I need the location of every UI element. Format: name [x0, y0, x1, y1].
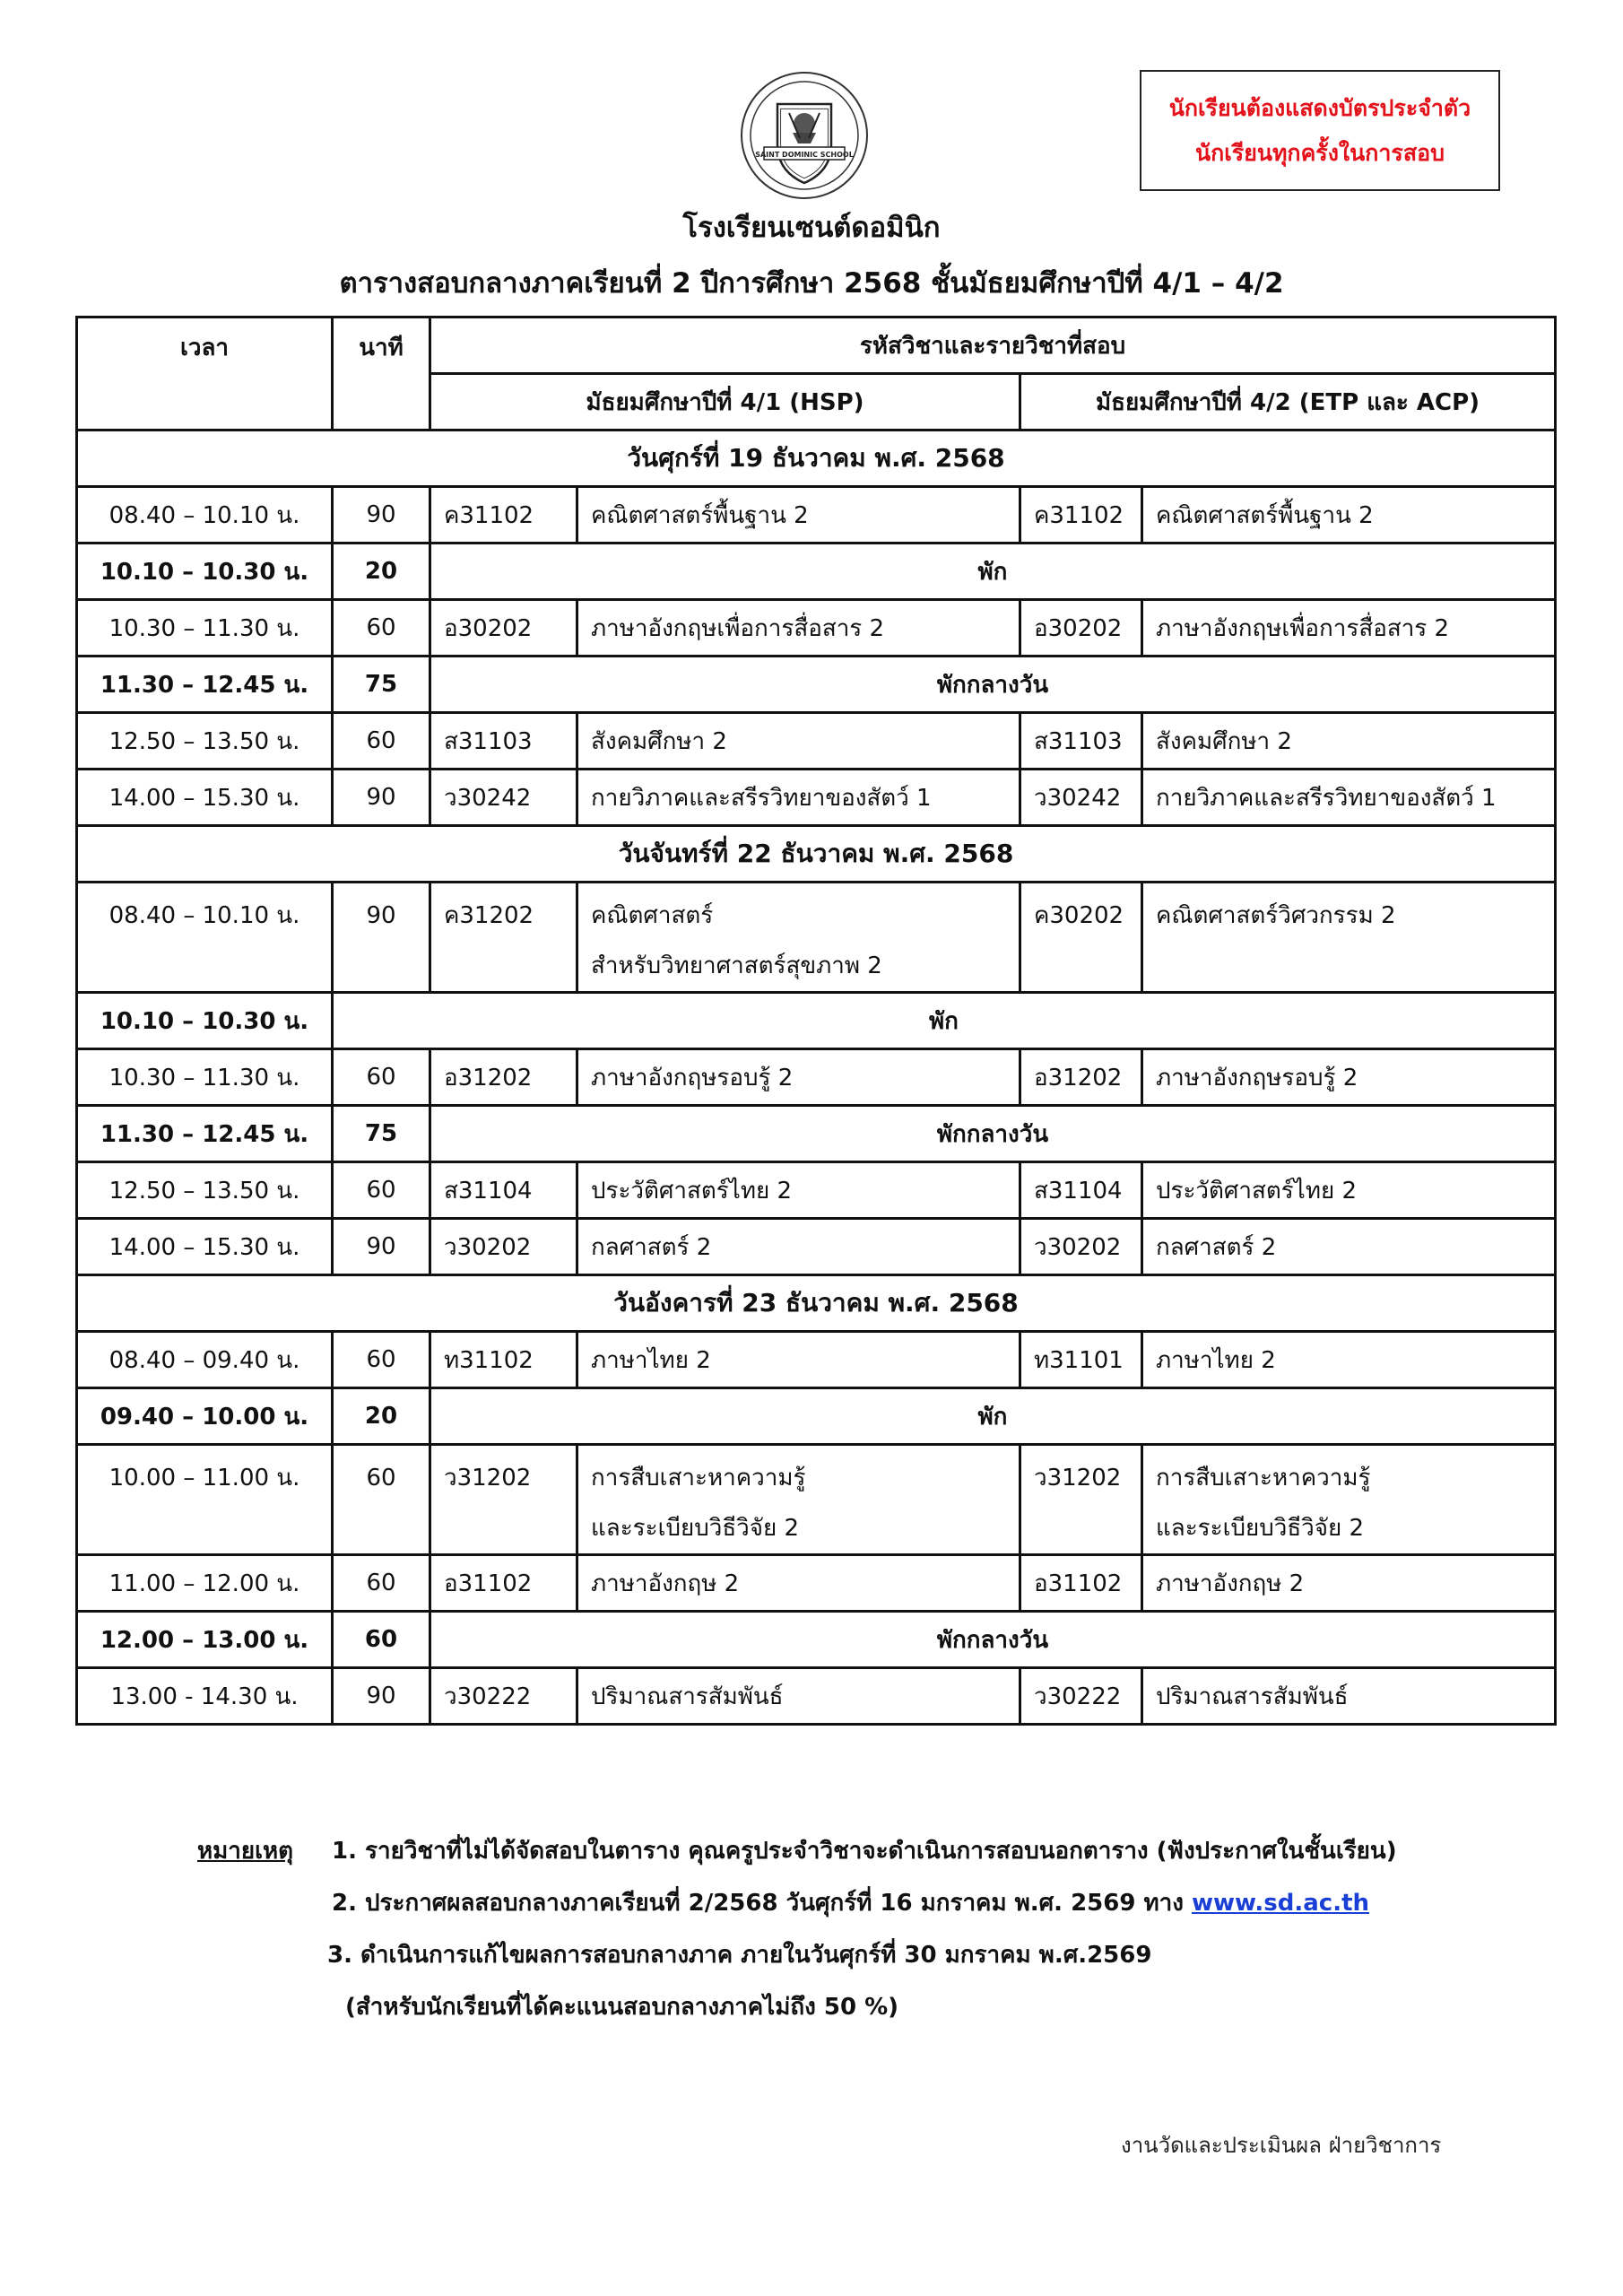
- subject-name-4-1: [577, 1445, 1020, 1555]
- exam-minutes: 60: [333, 600, 430, 657]
- day-header-row: [77, 826, 1556, 883]
- school-crest-icon: [737, 68, 872, 203]
- subject-code-4-2: ส31103: [1020, 713, 1142, 770]
- header-time: เวลา: [77, 317, 333, 430]
- exam-schedule-table: [75, 316, 1557, 1726]
- break-time: 10.10 – 10.30 น.: [77, 993, 333, 1049]
- break-time: 11.30 – 12.45 น.: [77, 1106, 333, 1162]
- subject-code-4-1: ว30242: [430, 770, 577, 826]
- exam-time: 11.00 – 12.00 น.: [77, 1555, 333, 1612]
- exam-row: [77, 1332, 1556, 1388]
- exam-row: [77, 1668, 1556, 1725]
- exam-row: [77, 713, 1556, 770]
- exam-row: [77, 883, 1556, 993]
- subject-code-4-1: อ30202: [430, 600, 577, 657]
- subject-line: กลศาสตร์ 2: [1156, 1233, 1277, 1261]
- subject-line: การสืบเสาะหาความรู้: [1156, 1465, 1371, 1492]
- exam-minutes: 60: [333, 1332, 430, 1388]
- subject-name-4-1: [577, 1555, 1020, 1612]
- subject-name-4-1: [577, 1219, 1020, 1275]
- subject-line: คณิตศาสตร์พื้นฐาน 2: [591, 501, 809, 529]
- break-label: พักกลางวัน: [430, 1106, 1556, 1162]
- subject-code-4-1: ส31103: [430, 713, 577, 770]
- exam-row: [77, 1162, 1556, 1219]
- subject-name-4-2: [1142, 883, 1556, 993]
- exam-minutes: 90: [333, 487, 430, 544]
- subject-line: คณิตศาสตร์: [591, 902, 714, 929]
- subject-line: ปริมาณสารสัมพันธ์: [591, 1683, 784, 1710]
- break-row: [77, 1388, 1556, 1445]
- table-header-row: [77, 317, 1556, 374]
- subject-name-4-2: [1142, 1219, 1556, 1275]
- subject-name-4-1: [577, 487, 1020, 544]
- subject-code-4-2: ส31104: [1020, 1162, 1142, 1219]
- break-row: [77, 1106, 1556, 1162]
- subject-name-4-2: [1142, 1049, 1556, 1106]
- exam-minutes: 60: [333, 1555, 430, 1612]
- exam-time: 13.00 - 14.30 น.: [77, 1668, 333, 1725]
- exam-time: 10.00 – 11.00 น.: [77, 1445, 333, 1555]
- subject-code-4-1: ท31102: [430, 1332, 577, 1388]
- subject-name-4-1: [577, 1162, 1020, 1219]
- remarks-label: หมายเหตุ: [197, 1838, 294, 1865]
- subject-name-4-2: [1142, 770, 1556, 826]
- day-label: วันอังคารที่ 23 ธันวาคม พ.ศ. 2568: [77, 1275, 1556, 1332]
- day-header-row: [77, 1275, 1556, 1332]
- exam-minutes: 60: [333, 1162, 430, 1219]
- exam-row: [77, 1445, 1556, 1555]
- exam-minutes: 90: [333, 1219, 430, 1275]
- subject-name-4-2: [1142, 487, 1556, 544]
- remarks-section: [197, 1825, 1497, 2033]
- exam-minutes: 90: [333, 770, 430, 826]
- exam-minutes: 60: [333, 1445, 430, 1555]
- subject-line: คณิตศาสตร์พื้นฐาน 2: [1156, 501, 1374, 529]
- subject-line: และระเบียบวิธีวิจัย 2: [1156, 1515, 1365, 1542]
- subject-name-4-1: [577, 770, 1020, 826]
- subject-name-4-2: [1142, 713, 1556, 770]
- exam-minutes: 60: [333, 1049, 430, 1106]
- exam-row: [77, 770, 1556, 826]
- school-name: โรงเรียนเซนต์ดอมินิก: [682, 212, 941, 244]
- subject-code-4-2: ว31202: [1020, 1445, 1142, 1555]
- break-time: 11.30 – 12.45 น.: [77, 657, 333, 713]
- subject-name-4-1: [577, 1668, 1020, 1725]
- exam-time: 10.30 – 11.30 น.: [77, 600, 333, 657]
- break-row: [77, 993, 1556, 1049]
- break-time: 09.40 – 10.00 น.: [77, 1388, 333, 1445]
- exam-time: 08.40 – 09.40 น.: [77, 1332, 333, 1388]
- subject-code-4-2: อ31202: [1020, 1049, 1142, 1106]
- subject-line: ภาษาอังกฤษเพื่อการสื่อสาร 2: [1156, 614, 1450, 642]
- exam-time: 14.00 – 15.30 น.: [77, 1219, 333, 1275]
- break-label: พักกลางวัน: [430, 1612, 1556, 1668]
- exam-row: [77, 487, 1556, 544]
- subject-line: ภาษาอังกฤษ 2: [1156, 1570, 1305, 1597]
- subject-code-4-2: ค31102: [1020, 487, 1142, 544]
- subject-line: การสืบเสาะหาความรู้: [591, 1465, 806, 1492]
- subject-code-4-2: ว30242: [1020, 770, 1142, 826]
- break-minutes: 60: [333, 1612, 430, 1668]
- subject-code-4-2: อ31102: [1020, 1555, 1142, 1612]
- subject-line: ภาษาอังกฤษเพื่อการสื่อสาร 2: [591, 614, 885, 642]
- subject-line: ภาษาอังกฤษ 2: [591, 1570, 740, 1597]
- remark-item-3: 3. ดำเนินการแก้ไขผลการสอบกลางภาค ภายในวันศุกร์ที่ 30 มกราคม พ.ศ.2569: [327, 1942, 1152, 1969]
- subject-name-4-1: [577, 883, 1020, 993]
- subject-name-4-1: [577, 1049, 1020, 1106]
- exam-time: 10.30 – 11.30 น.: [77, 1049, 333, 1106]
- remark-item-3-note: (สำหรับนักเรียนที่ได้คะแนนสอบกลางภาคไม่ถึง 50 %): [345, 1994, 899, 2021]
- subject-name-4-2: [1142, 1445, 1556, 1555]
- day-label: วันศุกร์ที่ 19 ธันวาคม พ.ศ. 2568: [77, 430, 1556, 487]
- svg-text:SAINT DOMINIC SCHOOL: SAINT DOMINIC SCHOOL: [755, 151, 854, 159]
- exam-time: 08.40 – 10.10 น.: [77, 883, 333, 993]
- exam-row: [77, 1219, 1556, 1275]
- subject-line: กลศาสตร์ 2: [591, 1233, 712, 1261]
- break-minutes: 20: [333, 544, 430, 600]
- exam-time: 08.40 – 10.10 น.: [77, 487, 333, 544]
- header-group-4-2: มัธยมศึกษาปีที่ 4/2 (ETP และ ACP): [1020, 374, 1556, 430]
- break-minutes: 75: [333, 657, 430, 713]
- subject-line: ปริมาณสารสัมพันธ์: [1156, 1683, 1349, 1710]
- notice-line-2: นักเรียนทุกครั้งในการสอบ: [1195, 139, 1445, 166]
- break-time: 10.10 – 10.30 น.: [77, 544, 333, 600]
- subject-line: ประวัติศาสตร์ไทย 2: [1156, 1177, 1357, 1205]
- notice-line-1: นักเรียนต้องแสดงบัตรประจำตัว: [1168, 94, 1471, 121]
- subject-line: สังคมศึกษา 2: [591, 727, 727, 755]
- exam-time: 14.00 – 15.30 น.: [77, 770, 333, 826]
- subject-code-4-2: อ30202: [1020, 600, 1142, 657]
- subject-line: ภาษาอังกฤษรอบรู้ 2: [1156, 1064, 1358, 1091]
- subject-line: ประวัติศาสตร์ไทย 2: [591, 1177, 792, 1205]
- subject-line: และระเบียบวิธีวิจัย 2: [591, 1515, 800, 1542]
- subject-code-4-1: อ31102: [430, 1555, 577, 1612]
- break-row: [77, 544, 1556, 600]
- subject-code-4-1: ว30222: [430, 1668, 577, 1725]
- break-time: 12.00 – 13.00 น.: [77, 1612, 333, 1668]
- subject-line: กายวิภาคและสรีรวิทยาของสัตว์ 1: [1156, 784, 1497, 812]
- break-row: [77, 657, 1556, 713]
- exam-row: [77, 600, 1556, 657]
- exam-minutes: 90: [333, 883, 430, 993]
- subject-name-4-1: [577, 600, 1020, 657]
- break-label: พัก: [430, 544, 1556, 600]
- subject-name-4-2: [1142, 1332, 1556, 1388]
- subject-code-4-1: ว31202: [430, 1445, 577, 1555]
- header-subjects: รหัสวิชาและรายวิชาที่สอบ: [430, 317, 1556, 374]
- subject-code-4-1: ค31202: [430, 883, 577, 993]
- subject-line: คณิตศาสตร์วิศวกรรม 2: [1156, 902, 1396, 929]
- break-label: พักกลางวัน: [430, 657, 1556, 713]
- exam-time: 12.50 – 13.50 น.: [77, 713, 333, 770]
- exam-time: 12.50 – 13.50 น.: [77, 1162, 333, 1219]
- subject-code-4-2: ค30202: [1020, 883, 1142, 993]
- exam-minutes: 90: [333, 1668, 430, 1725]
- subject-code-4-2: ท31101: [1020, 1332, 1142, 1388]
- header-group-4-1: มัธยมศึกษาปีที่ 4/1 (HSP): [430, 374, 1020, 430]
- department-signature: งานวัดและประเมินผล ฝ่ายวิชาการ: [1121, 2133, 1442, 2158]
- subject-code-4-1: ค31102: [430, 487, 577, 544]
- exam-minutes: 60: [333, 713, 430, 770]
- subject-code-4-2: ว30222: [1020, 1668, 1142, 1725]
- break-minutes: 75: [333, 1106, 430, 1162]
- day-header-row: [77, 430, 1556, 487]
- break-label: พัก: [333, 993, 1556, 1049]
- subject-line: ภาษาไทย 2: [1156, 1346, 1276, 1374]
- break-minutes: 20: [333, 1388, 430, 1445]
- header-minutes: นาที: [333, 317, 430, 430]
- subject-code-4-2: ว30202: [1020, 1219, 1142, 1275]
- subject-name-4-2: [1142, 1555, 1556, 1612]
- id-card-notice-box: [1140, 70, 1500, 191]
- day-label: วันจันทร์ที่ 22 ธันวาคม พ.ศ. 2568: [77, 826, 1556, 883]
- school-website-link[interactable]: www.sd.ac.th: [1192, 1890, 1370, 1917]
- subject-line: สังคมศึกษา 2: [1156, 727, 1292, 755]
- subject-name-4-2: [1142, 1668, 1556, 1725]
- subject-line: กายวิภาคและสรีรวิทยาของสัตว์ 1: [591, 784, 932, 812]
- subject-line: ภาษาอังกฤษรอบรู้ 2: [591, 1064, 794, 1091]
- subject-code-4-1: อ31202: [430, 1049, 577, 1106]
- remark-item-2: 2. ประกาศผลสอบกลางภาคเรียนที่ 2/2568 วันศุกร์ที่ 16 มกราคม พ.ศ. 2569 ทาง: [332, 1890, 1192, 1917]
- exam-row: [77, 1555, 1556, 1612]
- subject-code-4-1: ส31104: [430, 1162, 577, 1219]
- subject-name-4-2: [1142, 600, 1556, 657]
- subject-name-4-1: [577, 1332, 1020, 1388]
- subject-code-4-1: ว30202: [430, 1219, 577, 1275]
- subject-name-4-1: [577, 713, 1020, 770]
- schedule-title: ตารางสอบกลางภาคเรียนที่ 2 ปีการศึกษา 2568 ชั้นมัธยมศึกษาปีที่ 4/1 – 4/2: [339, 267, 1284, 300]
- break-row: [77, 1612, 1556, 1668]
- subject-line: ภาษาไทย 2: [591, 1346, 711, 1374]
- break-label: พัก: [430, 1388, 1556, 1445]
- exam-row: [77, 1049, 1556, 1106]
- remark-item-1: 1. รายวิชาที่ไม่ได้จัดสอบในตาราง คุณครูประจำวิชาจะดำเนินการสอบนอกตาราง (ฟังประกาศในชั้นเรียน): [332, 1838, 1397, 1865]
- subject-line: สำหรับวิทยาศาสตร์สุขภาพ 2: [591, 952, 882, 979]
- subject-name-4-2: [1142, 1162, 1556, 1219]
